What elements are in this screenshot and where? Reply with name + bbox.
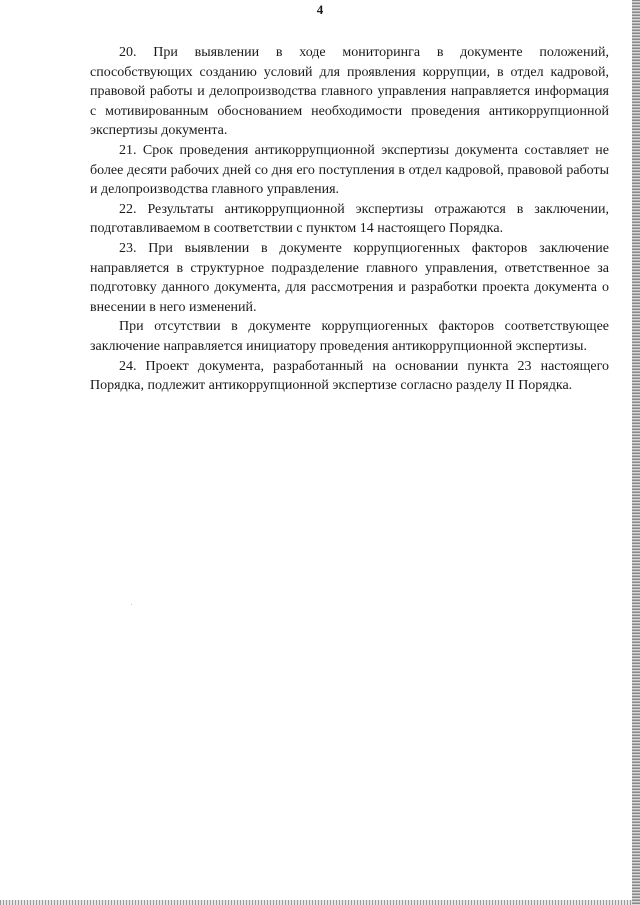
scan-edge-bottom (0, 900, 632, 905)
paragraph-23-continuation: При отсутствии в документе коррупциогенных факторов соответствующее заключение направляется инициатору проведения антикоррупционной экспертизы. (90, 319, 609, 354)
scan-speck (131, 604, 132, 605)
paragraph-20: 20. При выявлении в ходе мониторинга в документе положений, способствующих созданию условий для проявления коррупции, в отдел кадровой, правовой работы и делопроизводства главного управления направляется информация с мотивированным обоснованием необходимости проведения антикоррупционной экспертизы документа. (90, 45, 609, 139)
page-number: 4 (316, 2, 324, 17)
paragraph-22: 22. Результаты антикоррупционной экспертизы отражаются в заключении, подготавливаемом в соответствии с пунктом 14 настоящего Порядка. (90, 201, 609, 237)
paragraph-23: 23. При выявлении в документе коррупциогенных факторов заключение направляется в структурное подразделение главного управления, ответственное за подготовку данного документа, для рассмотрения и разработки проекта документа о внесении в него изменений. (90, 240, 609, 315)
paragraph-21: 21. Срок проведения антикоррупционной экспертизы документа составляет не более десяти рабочих дней со дня его поступления в отдел кадровой, правовой работы и делопроизводства главного управления. (90, 142, 609, 198)
document-body (90, 43, 609, 396)
paragraph-24: 24. Проект документа, разработанный на основании пункта 23 настоящего Порядка, подлежит антикоррупционной экспертизе согласно разделу II Порядка. (90, 358, 609, 394)
scan-edge-right (632, 0, 640, 905)
